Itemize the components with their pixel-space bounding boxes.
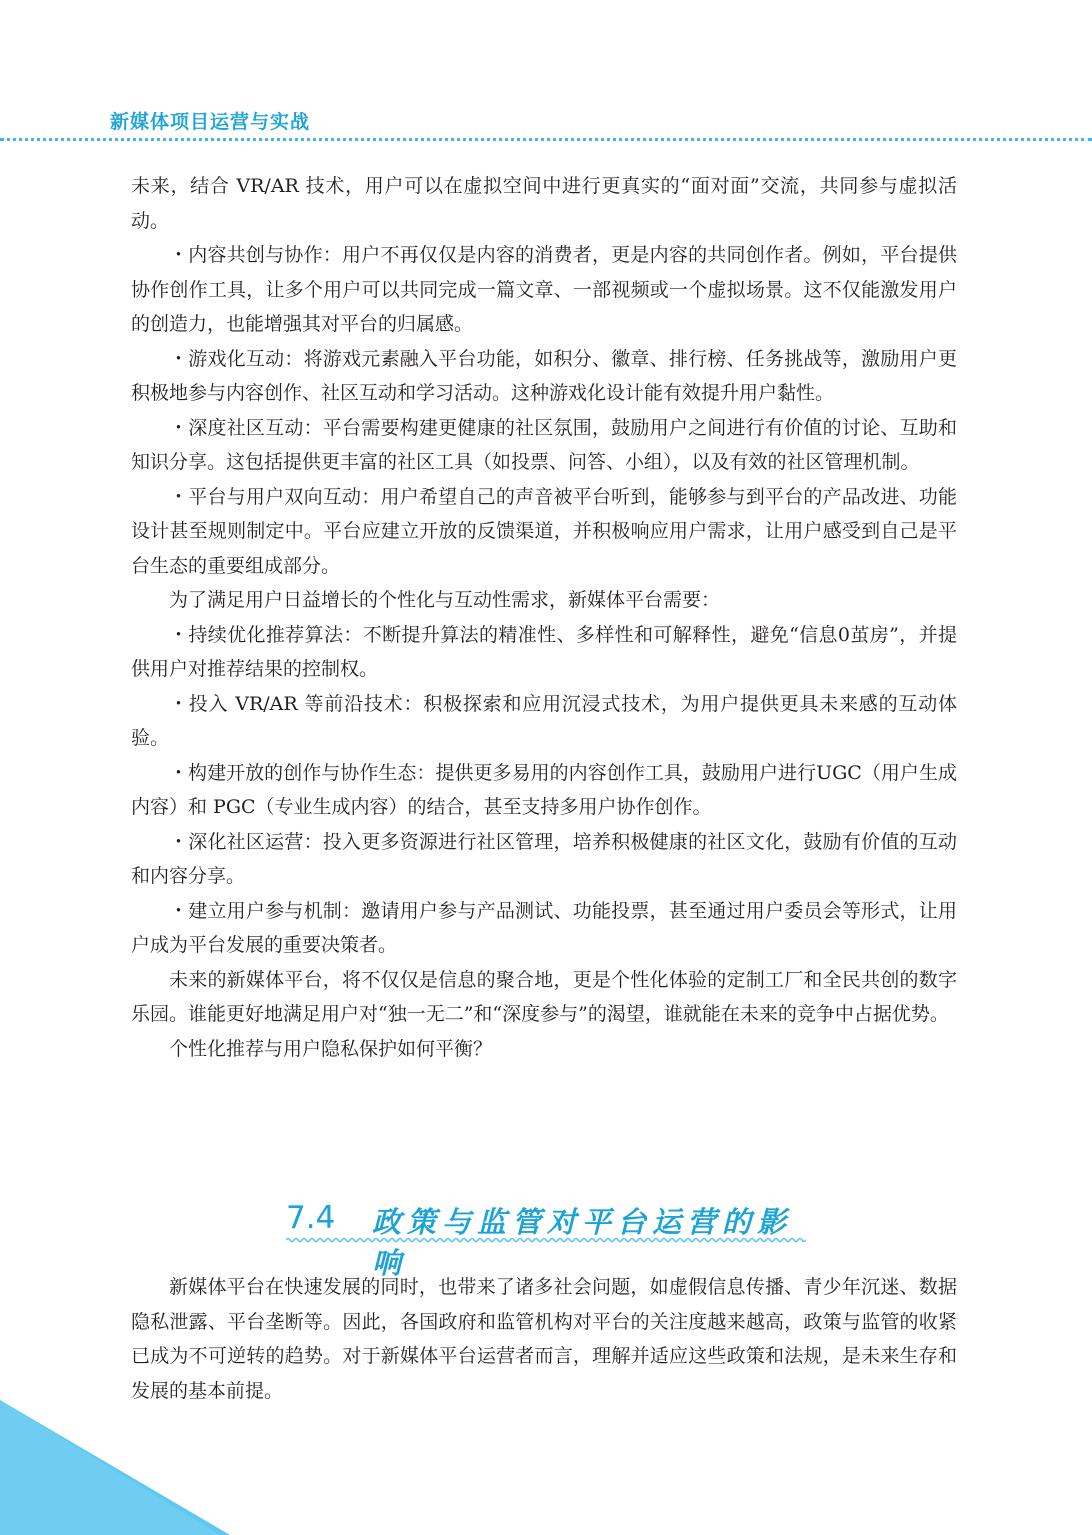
paragraph: 新媒体平台在快速发展的同时，也带来了诸多社会问题，如虚假信息传播、青少年沉迷、数据隐私泄露、平台垄断等。因此，各国政府和监管机构对平台的关注度越来越高，政策与监管的收紧已成为不可逆转的趋势。对于新媒体平台运营者而言，理解并适应这些政策和法规，是未来生存和发展的基本前提。 [131,1276,957,1402]
paragraph: ・游戏化互动：将游戏元素融入平台功能，如积分、徽章、排行榜、任务挑战等，激励用户更积极地参与内容创作、社区互动和学习活动。这种游戏化设计能有效提升用户黏性。 [131,347,957,404]
section-wavy-underline [286,1236,806,1244]
paragraph: ・建立用户参与机制：邀请用户参与产品测试、功能投票，甚至通过用户委员会等形式，让用户成为平台发展的重要决策者。 [131,899,957,956]
running-header-title: 新媒体项目运营与实战 [110,111,311,133]
header-dotted-rule [0,138,1092,141]
paragraph: ・平台与用户双向互动：用户希望自己的声音被平台听到，能够参与到平台的产品改进、功能设计甚至规则制定中。平台应建立开放的反馈渠道，并积极响应用户需求，让用户感受到自己是平台生态的重要组成部分。 [131,485,957,577]
discussion-question: 个性化推荐与用户隐私保护如何平衡？ [169,1037,493,1060]
paragraph: ・构建开放的创作与协作生态：提供更多易用的内容创作工具，鼓励用户进行UGC（用户生成内容）和 PGC（专业生成内容）的结合，甚至支持多用户协作创作。 [131,761,957,818]
section-heading [286,1196,806,1280]
section-number: 7.4 [286,1200,336,1236]
paragraph: ・内容共创与协作：用户不再仅仅是内容的消费者，更是内容的共同创作者。例如，平台提供协作创作工具，让多个用户可以共同完成一篇文章、一部视频或一个虚拟场景。这不仅能激发用户的创造力，也能增强其对平台的归属感。 [131,244,957,335]
section-body-text [131,1270,957,1408]
body-text-block [131,169,957,1066]
paragraph: ・深度社区互动：平台需要构建更健康的社区氛围，鼓励用户之间进行有价值的讨论、互助和知识分享。这包括提供更丰富的社区工具（如投票、问答、小组），以及有效的社区管理机制。 [131,416,957,473]
paragraph: ・持续优化推荐算法：不断提升算法的精准性、多样性和可解释性，避免“信息0茧房”，并提供用户对推荐结果的控制权。 [131,623,957,680]
page-number: 188 [112,1452,145,1472]
section-title: 政策与监管对平台运营的影响 [372,1205,793,1280]
paragraph: 为了满足用户日益增长的个性化与互动性需求，新媒体平台需要： [169,589,721,611]
paragraph: ・深化社区运营：投入更多资源进行社区管理，培养积极健康的社区文化，鼓励有价值的互动和内容分享。 [131,830,957,887]
paragraph: 未来的新媒体平台，将不仅仅是信息的聚合地，更是个性化体验的定制工厂和全民共创的数字乐园。谁能更好地满足用户对“独一无二”和“深度参与”的渴望，谁就能在未来的竞争中占据优势。 [131,968,957,1025]
paragraph: ・投入 VR/AR 等前沿技术：积极探索和应用沉浸式技术，为用户提供更具未来感的互动体验。 [131,692,957,749]
paragraph: 未来，结合 VR/AR 技术，用户可以在虚拟空间中进行更真实的“面对面”交流，共同参与虚拟活动。 [131,175,957,232]
